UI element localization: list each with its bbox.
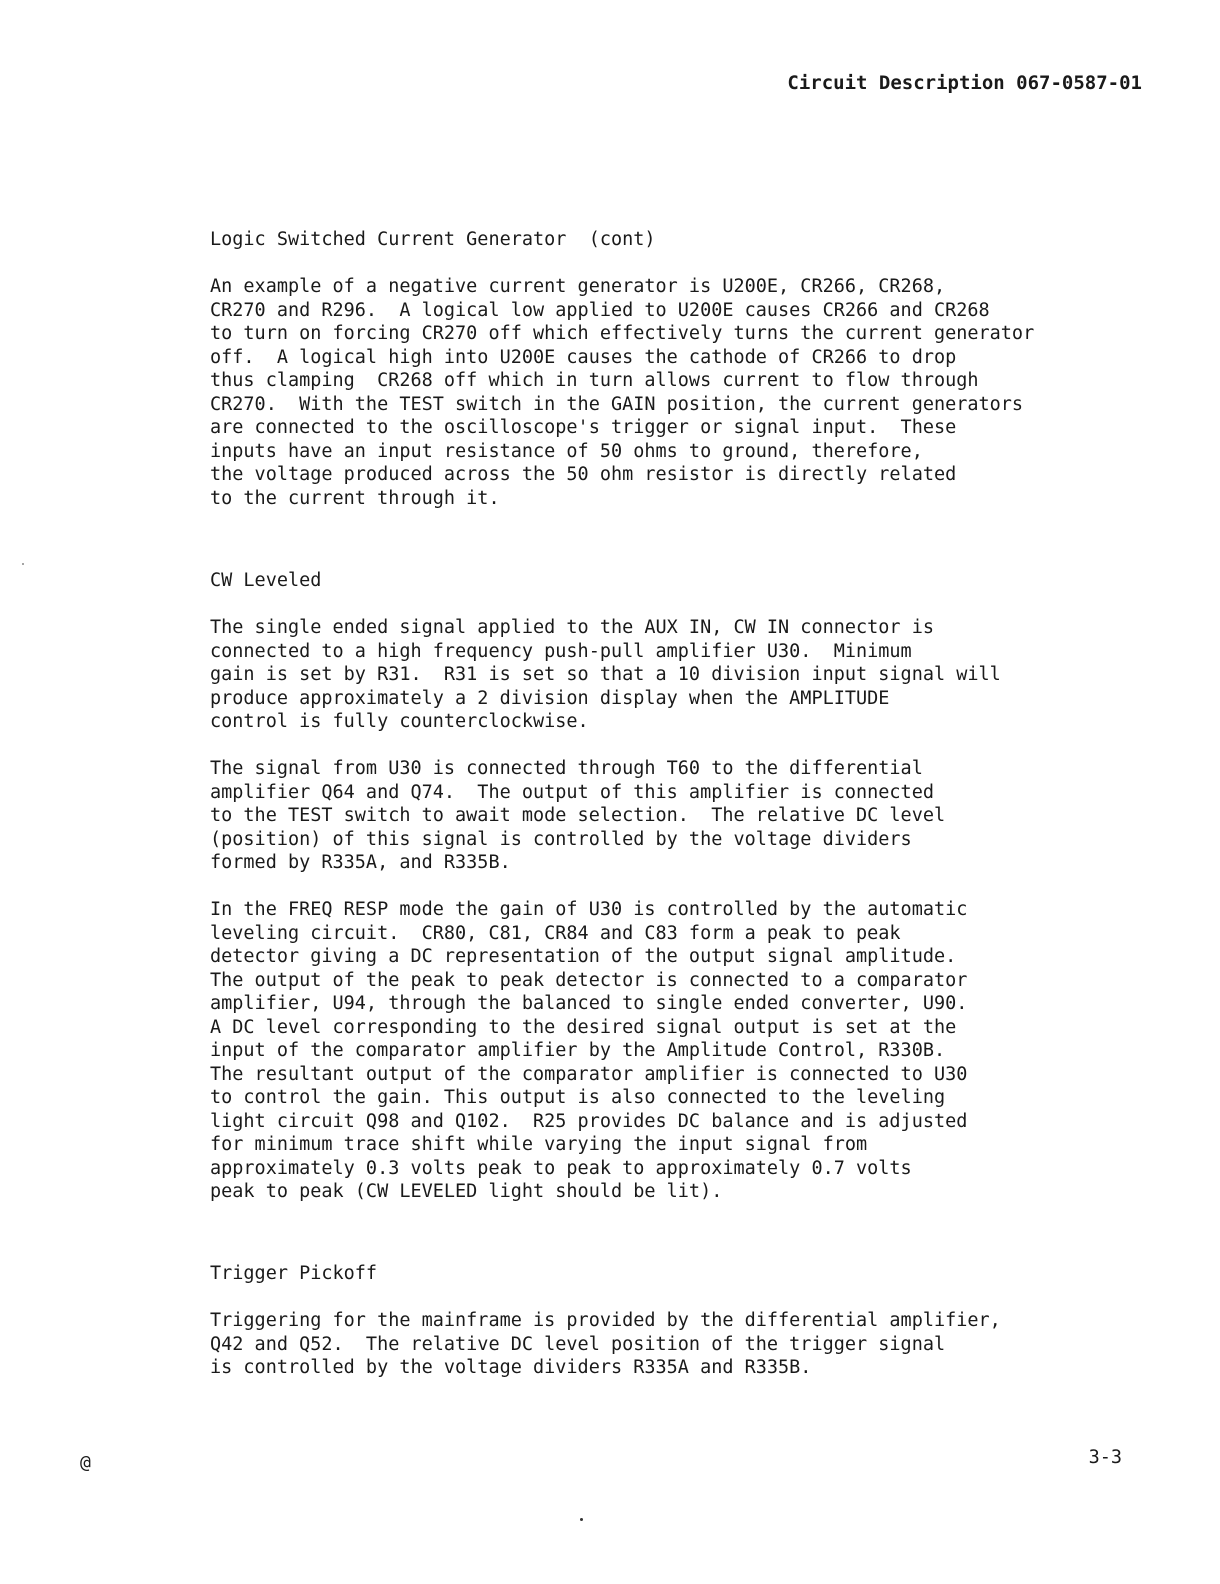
page-header-title: Circuit Description 067-0587-01 bbox=[787, 72, 1142, 94]
text-line: The output of the peak to peak detector is connected to a comparator bbox=[210, 969, 968, 991]
text-line: to turn on forcing CR270 off which effectively turns the current generator bbox=[210, 323, 1035, 344]
text-line: detector giving a DC representation of the output signal amplitude. bbox=[210, 946, 957, 967]
paragraph-cw-leveled-signal bbox=[210, 757, 945, 875]
text-line: light circuit Q98 and Q102. R25 provides DC balance and is adjusted bbox=[210, 1110, 968, 1132]
text-line: The signal from U30 is connected through T60 to the differential bbox=[210, 758, 923, 779]
section-heading-trigger-pickoff: Trigger Pickoff bbox=[210, 1263, 378, 1284]
section-heading-cw-leveled: CW Leveled bbox=[210, 570, 322, 591]
text-line: is controlled by the voltage dividers R335A and R335B. bbox=[210, 1357, 812, 1378]
text-line: produce approximately a 2 division display when the AMPLITUDE bbox=[210, 687, 890, 709]
text-line: (position) of this signal is controlled by the voltage dividers bbox=[210, 828, 912, 850]
text-line: The single ended signal applied to the AUX IN, CW IN connector is bbox=[210, 617, 934, 638]
paragraph-current-generator bbox=[210, 275, 1034, 510]
text-line: Triggering for the mainframe is provided by the differential amplifier, bbox=[210, 1310, 1001, 1331]
text-line: thus clamping CR268 off which in turn allows current to flow through bbox=[210, 370, 979, 391]
paragraph-cw-leveled-freq-resp bbox=[210, 898, 967, 1204]
text-line: off. A logical high into U200E causes the cathode of CR266 to drop bbox=[210, 346, 957, 368]
text-line: input of the comparator amplifier by the Amplitude Control, R330B. bbox=[210, 1040, 946, 1061]
text-line: connected to a high frequency push-pull amplifier U30. Minimum bbox=[210, 640, 912, 662]
text-line: CR270. With the TEST switch in the GAIN position, the current generators bbox=[210, 393, 1024, 415]
page-number: 3-3 bbox=[1088, 1447, 1122, 1468]
text-line: to the current through it. bbox=[210, 487, 500, 509]
text-line: leveling circuit. CR80, C81, CR84 and C83 form a peak to peak bbox=[210, 922, 901, 944]
text-line: In the FREQ RESP mode the gain of U30 is controlled by the automatic bbox=[210, 899, 968, 920]
paragraph-trigger-pickoff bbox=[210, 1309, 1001, 1380]
text-line: inputs have an input resistance of 50 ohms to ground, therefore, bbox=[210, 440, 923, 462]
text-line: the voltage produced across the 50 ohm resistor is directly related bbox=[210, 464, 957, 485]
paragraph-cw-leveled-intro bbox=[210, 616, 1001, 734]
text-line: are connected to the oscilloscope's trigger or signal input. These bbox=[210, 417, 957, 438]
text-line: amplifier, U94, through the balanced to single ended converter, U90. bbox=[210, 993, 968, 1014]
section-heading-current-generator: Logic Switched Current Generator (cont) bbox=[210, 229, 656, 250]
text-line: control is fully counterclockwise. bbox=[210, 711, 589, 732]
text-line: for minimum trace shift while varying the input signal from bbox=[210, 1134, 868, 1155]
text-line: formed by R335A, and R335B. bbox=[210, 852, 511, 873]
scan-speck bbox=[22, 563, 24, 565]
text-line: gain is set by R31. R31 is set so that a 10 division input signal will bbox=[210, 664, 1001, 685]
text-line: to control the gain. This output is also connected to the leveling bbox=[210, 1087, 946, 1108]
text-line: peak to peak (CW LEVELED light should be lit). bbox=[210, 1181, 723, 1202]
text-line: Q42 and Q52. The relative DC level position of the trigger signal bbox=[210, 1333, 946, 1355]
text-line: approximately 0.3 volts peak to peak to approximately 0.7 volts bbox=[210, 1157, 912, 1179]
text-line: The resultant output of the comparator amplifier is connected to U30 bbox=[210, 1063, 968, 1085]
text-line: A DC level corresponding to the desired signal output is set at the bbox=[210, 1016, 957, 1038]
scan-speck bbox=[580, 1518, 583, 1521]
text-line: An example of a negative current generator is U200E, CR266, CR268, bbox=[210, 276, 946, 297]
copyright-mark: @ bbox=[80, 1452, 91, 1473]
text-line: CR270 and R296. A logical low applied to U200E causes CR266 and CR268 bbox=[210, 299, 990, 321]
text-line: to the TEST switch to await mode selection. The relative DC level bbox=[210, 805, 946, 826]
text-line: amplifier Q64 and Q74. The output of this amplifier is connected bbox=[210, 781, 934, 803]
